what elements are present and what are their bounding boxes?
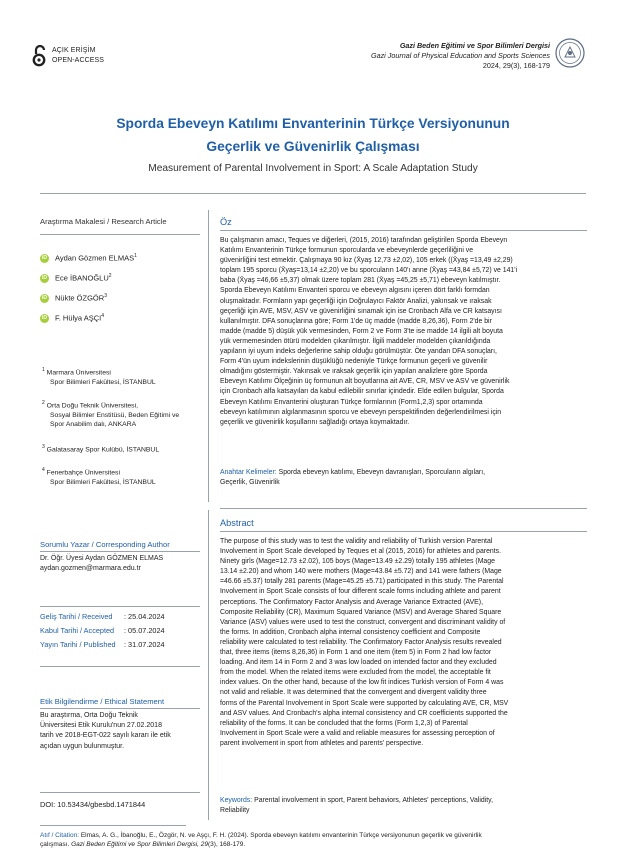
affiliation: $^1$ Marmara Üniversitesi Spor Bilimleri Fakültesi, İSTANBUL [42, 367, 156, 386]
section-divider [40, 708, 200, 709]
title-tr-line-2: Geçerlik ve Güvenirlik Çalışması [206, 139, 420, 154]
abstract-body: The purpose of this study was to test the validity and reliability of Turkish version Parental Involvement in Sport Scale developed by Teques et al (2015, 2016) for athletes and parents. Ninety girls (Mage=12.73 ±2.02), 105 boys (Mage=13.49 ±2.29) totally 195 athletes (Mage 13.14 ±2.20) and whom 140 were mothers (Mage=43.84 ±5.72) and 141 were fathers (Mage =46.66 ±5.37) totally 281 parents (Mage=45.25 ±5.71) participated in this study. The Parental Involvement in Sport Scale consists of four different scale forms including athlete and parent perceptions. The Confirmatory Factor Analysis and Average Variance Extracted (AVE), Composite Reliability (CR), Maximum Squared Variance (MSV) and Average Shared Square Variance (ASV) values were used to test the construct, convergent and discriminant validity of the forms. In addition, Cronbach alpha internal consistency coefficient and Composite reliability were calculated to test reliability. The Confirmatory Factor Analysis results revealed that, three items (items 8,26,36) in Form 1 and one item (item 5) in Form 2 had low factor loading. And item 14 in Form 2 and 3 was low loaded on intended factor and they excluded from the model. When the related items were excluded from the model, the acceptable fit index values. On the other hand, because of the low fit indices Turkish version of Form 4 was not valid and reliable. It was determined that the convergent and divergent validity three forms of the Parental Involvement in Sport Scale were supported by calculating AVE, CR, MSV and ASV values. And Cronbach's alpha internal consistency and CR coefficients supported the reliability of the forms. It can be concluded that the forms (Form 1,2,3) of Parental Involvement in Sport Scale were a valid and reliable measures for assessing perception of parent involvement in sport from athletes and parents' perspective. [220, 538, 509, 747]
article-title-tr [40, 112, 586, 158]
corresponding-heading: Sorumlu Yazar / Corresponding Author [40, 540, 170, 549]
journal-name-en: Gazi Journal of Physical Education and Sports Sciences [371, 50, 550, 60]
orcid-icon[interactable]: iD [42, 275, 47, 282]
orcid-icon[interactable]: iD [42, 255, 47, 262]
title-divider [40, 193, 586, 194]
published-date: : 31.07.2024 [124, 640, 165, 649]
section-divider [40, 792, 200, 793]
author-sup: 1 [134, 253, 137, 259]
corresponding-author [40, 554, 206, 574]
citation: Atıf / Citation: Elmas, A. G., İbanoğlu, E., Özgör, N. ve Aşçı, F. H. (2024). Sporda ebeveyn katılımı envanterinin Türkçe versiyonunun geçerlik ve güvenirlik çalışması. Gazi Beden Eğitimi ve Spor Bilimleri Dergisi, 29(3), 168-179. [40, 832, 482, 849]
orcid-icon[interactable]: iD [42, 315, 47, 322]
journal-seal-logo [555, 38, 585, 68]
ethics-heading: Etik Bilgilendirme / Ethical Statement [40, 697, 165, 706]
author-sup: 2 [108, 273, 112, 279]
keywords-label: Anahtar Kelimeler: [220, 469, 277, 476]
affiliation: $^3$ Galatasaray Spor Kulübü, İSTANBUL [42, 444, 160, 454]
author-name: Nükte ÖZGÖR [55, 293, 105, 303]
abstract-keywords: Keywords: Parental involvement in sport, Parent behaviors, Athletes' perceptions, Validity, Reliability [220, 797, 494, 815]
oz-keywords: Anahtar Kelimeler: Sporda ebeveyn katılımı, Ebeveyn davranışları, Sporcuların algıları, Geçerlik, Güvenirlik [220, 469, 486, 487]
doi-link[interactable]: DOI: 10.53434/gbesbd.1471844 [40, 800, 146, 809]
oz-heading: Öz [220, 217, 232, 227]
corresponding-email[interactable]: aydan.gozmen@marmara.edu.tr [40, 565, 141, 573]
affiliation: $^4$ Fenerbahçe Üniversitesi Spor Bilimleri Fakültesi, İSTANBUL [42, 467, 156, 486]
oz-body: Bu çalışmanın amacı, Teques ve diğerleri, (2015, 2016) tarafından geliştirilen Sporda Ebeveyn Katılımı Envanterinin Türkçe formunun sporcularda ve ebeveynlerde geçerliliğini ve güvenirliğini test etmektir. Çalışmaya 90 kız (X̄yaş 12,73 ±2,02), 105 erkek ((X̄yaş =13,49 ±2,29) toplam 195 sporcu (X̄yaş=13,14 ±2,20) ve bu sporcuların 140'ı anne (X̄yaş =43,84 ±5,72) ve 141'i baba (X̄yaş =46,66 ±5,37) olmak üzere toplam 281 (X̄yaş =45,25 ±5,71) ebeveyn katılmıştır. Sporda Ebeveyn Katılımı Envanteri sporcu ve ebeveyn algısını içeren dört farklı formdan oluşmaktadır. Formların yapı geçerliği için Doğrulayıcı Faktör Analizi, yakınsak ve ıraksak geçerliği için AVE, MSV, ASV ve güvenirliğini sınamak için ise Cronbach Alfa ve CR katsayısı kullanılmıştır. DFA sonuçlarına göre; Form 1'de üç madde (madde 8,26,36), Form 2'de bir madde (madde 5) düşük yük vermesinden, Form 2 ve Form 3'te ise madde 14 ilgili alt boyuta yük vermemesinden ötürü modelden çıkarılmıştır. İlgili maddeler modelden çıkarıldığında yapıların iyi uyum indeks değerlerine sahip olduğu görülmüştür. Öte yandan DFA sonuçları, Form 4'ün uyum indekslerinin düşüklüğü nedeniyle Türkçe formunun geçerli ve güvenilir olmadığını göstermiştir. Yakınsak ve ıraksak geçerlik için yapılan analizlere göre Sporda Ebeveyn Katılımı Ölçeğinin üç formunun alt boyutlarına ait AVE, CR, MSV ve ASV ve güvenirlik için Cronbach alfa katsayıları da kabul edilebilir sınırlar içindedir. Elde edilen bulgular, Sporda Ebeveyn Katılımı Envanterini oluşturan Türkçe formlarının (Form1,2,3) spor ortamında ebeveyn katılımının algılanmasının sporcu ve ebeveyn perspektifinden değerlendirilmesi için geçerlik ve güvenirlik koşullarını sağladığı ortaya koymaktadır. [220, 237, 518, 426]
open-access-label [52, 46, 104, 65]
author-item[interactable] [40, 313, 104, 327]
author-item[interactable] [40, 273, 112, 287]
oa-line-tr: AÇIK ERİŞİM [52, 47, 96, 54]
journal-header [220, 41, 550, 70]
oa-line-en: OPEN-ACCESS [52, 56, 105, 64]
footer-divider [40, 825, 186, 826]
journal-name-tr: Gazi Beden Eğitimi ve Spor Bilimleri Dergisi [399, 41, 550, 50]
author-sup: 3 [104, 293, 107, 299]
citation-label: Atıf / Citation: [40, 832, 80, 839]
oz-divider [220, 230, 587, 231]
keywords-label: Keywords: [220, 797, 253, 804]
author-name: F. Hülya AŞÇI [55, 313, 102, 323]
author-name: Aydan Gözmen ELMAS [55, 253, 135, 263]
section-divider [40, 606, 200, 607]
published-label: Yayın Tarihi / Published [40, 640, 116, 649]
section-divider [220, 508, 587, 509]
article-title-en: Measurement of Parental Involvement in Sport: A Scale Adaptation Study [148, 163, 478, 174]
section-divider [40, 666, 200, 667]
journal-volume: 2024, 29(3), 168-179 [482, 60, 550, 70]
open-access-icon [32, 44, 46, 68]
corresponding-name: Dr. Öğr. Üyesi Aydan GÖZMEN ELMAS [40, 555, 164, 562]
article-type: Araştırma Makalesi / Research Article [40, 217, 167, 226]
accepted-label: Kabul Tarihi / Accepted [40, 626, 115, 635]
author-item[interactable] [40, 253, 137, 267]
section-divider [40, 551, 200, 552]
left-divider [40, 234, 200, 235]
abstract-heading: Abstract [220, 518, 254, 528]
column-rule [208, 510, 209, 820]
orcid-icon[interactable]: iD [42, 295, 47, 302]
accepted-date: : 05.07.2024 [124, 626, 165, 635]
author-item[interactable] [40, 293, 107, 307]
column-rule [208, 210, 209, 502]
affiliation: $^2$ Orta Doğu Teknik Üniversitesi, Sosyal Bilimler Enstitüsü, Beden Eğitimi ve Spor Anabilim dalı, ANKARA [42, 400, 180, 429]
abstract-divider [220, 531, 587, 532]
received-date: : 25.04.2024 [124, 612, 165, 621]
title-tr-line-1: Sporda Ebeveyn Katılımı Envanterinin Türkçe Versiyonunun [116, 116, 510, 131]
received-label: Geliş Tarihi / Received [40, 612, 113, 621]
author-name: Ece İBANOĞLU [55, 273, 109, 283]
dates-block [40, 610, 210, 652]
author-sup: 4 [101, 313, 105, 319]
ethics-statement: Bu araştırma, Orta Doğu Teknik Üniversitesi Etik Kurulu'nun 27.02.2018 tarih ve 2018-EGT-022 sayılı kararı ile etik açıdan uygun bulunmuştur. [40, 712, 171, 750]
